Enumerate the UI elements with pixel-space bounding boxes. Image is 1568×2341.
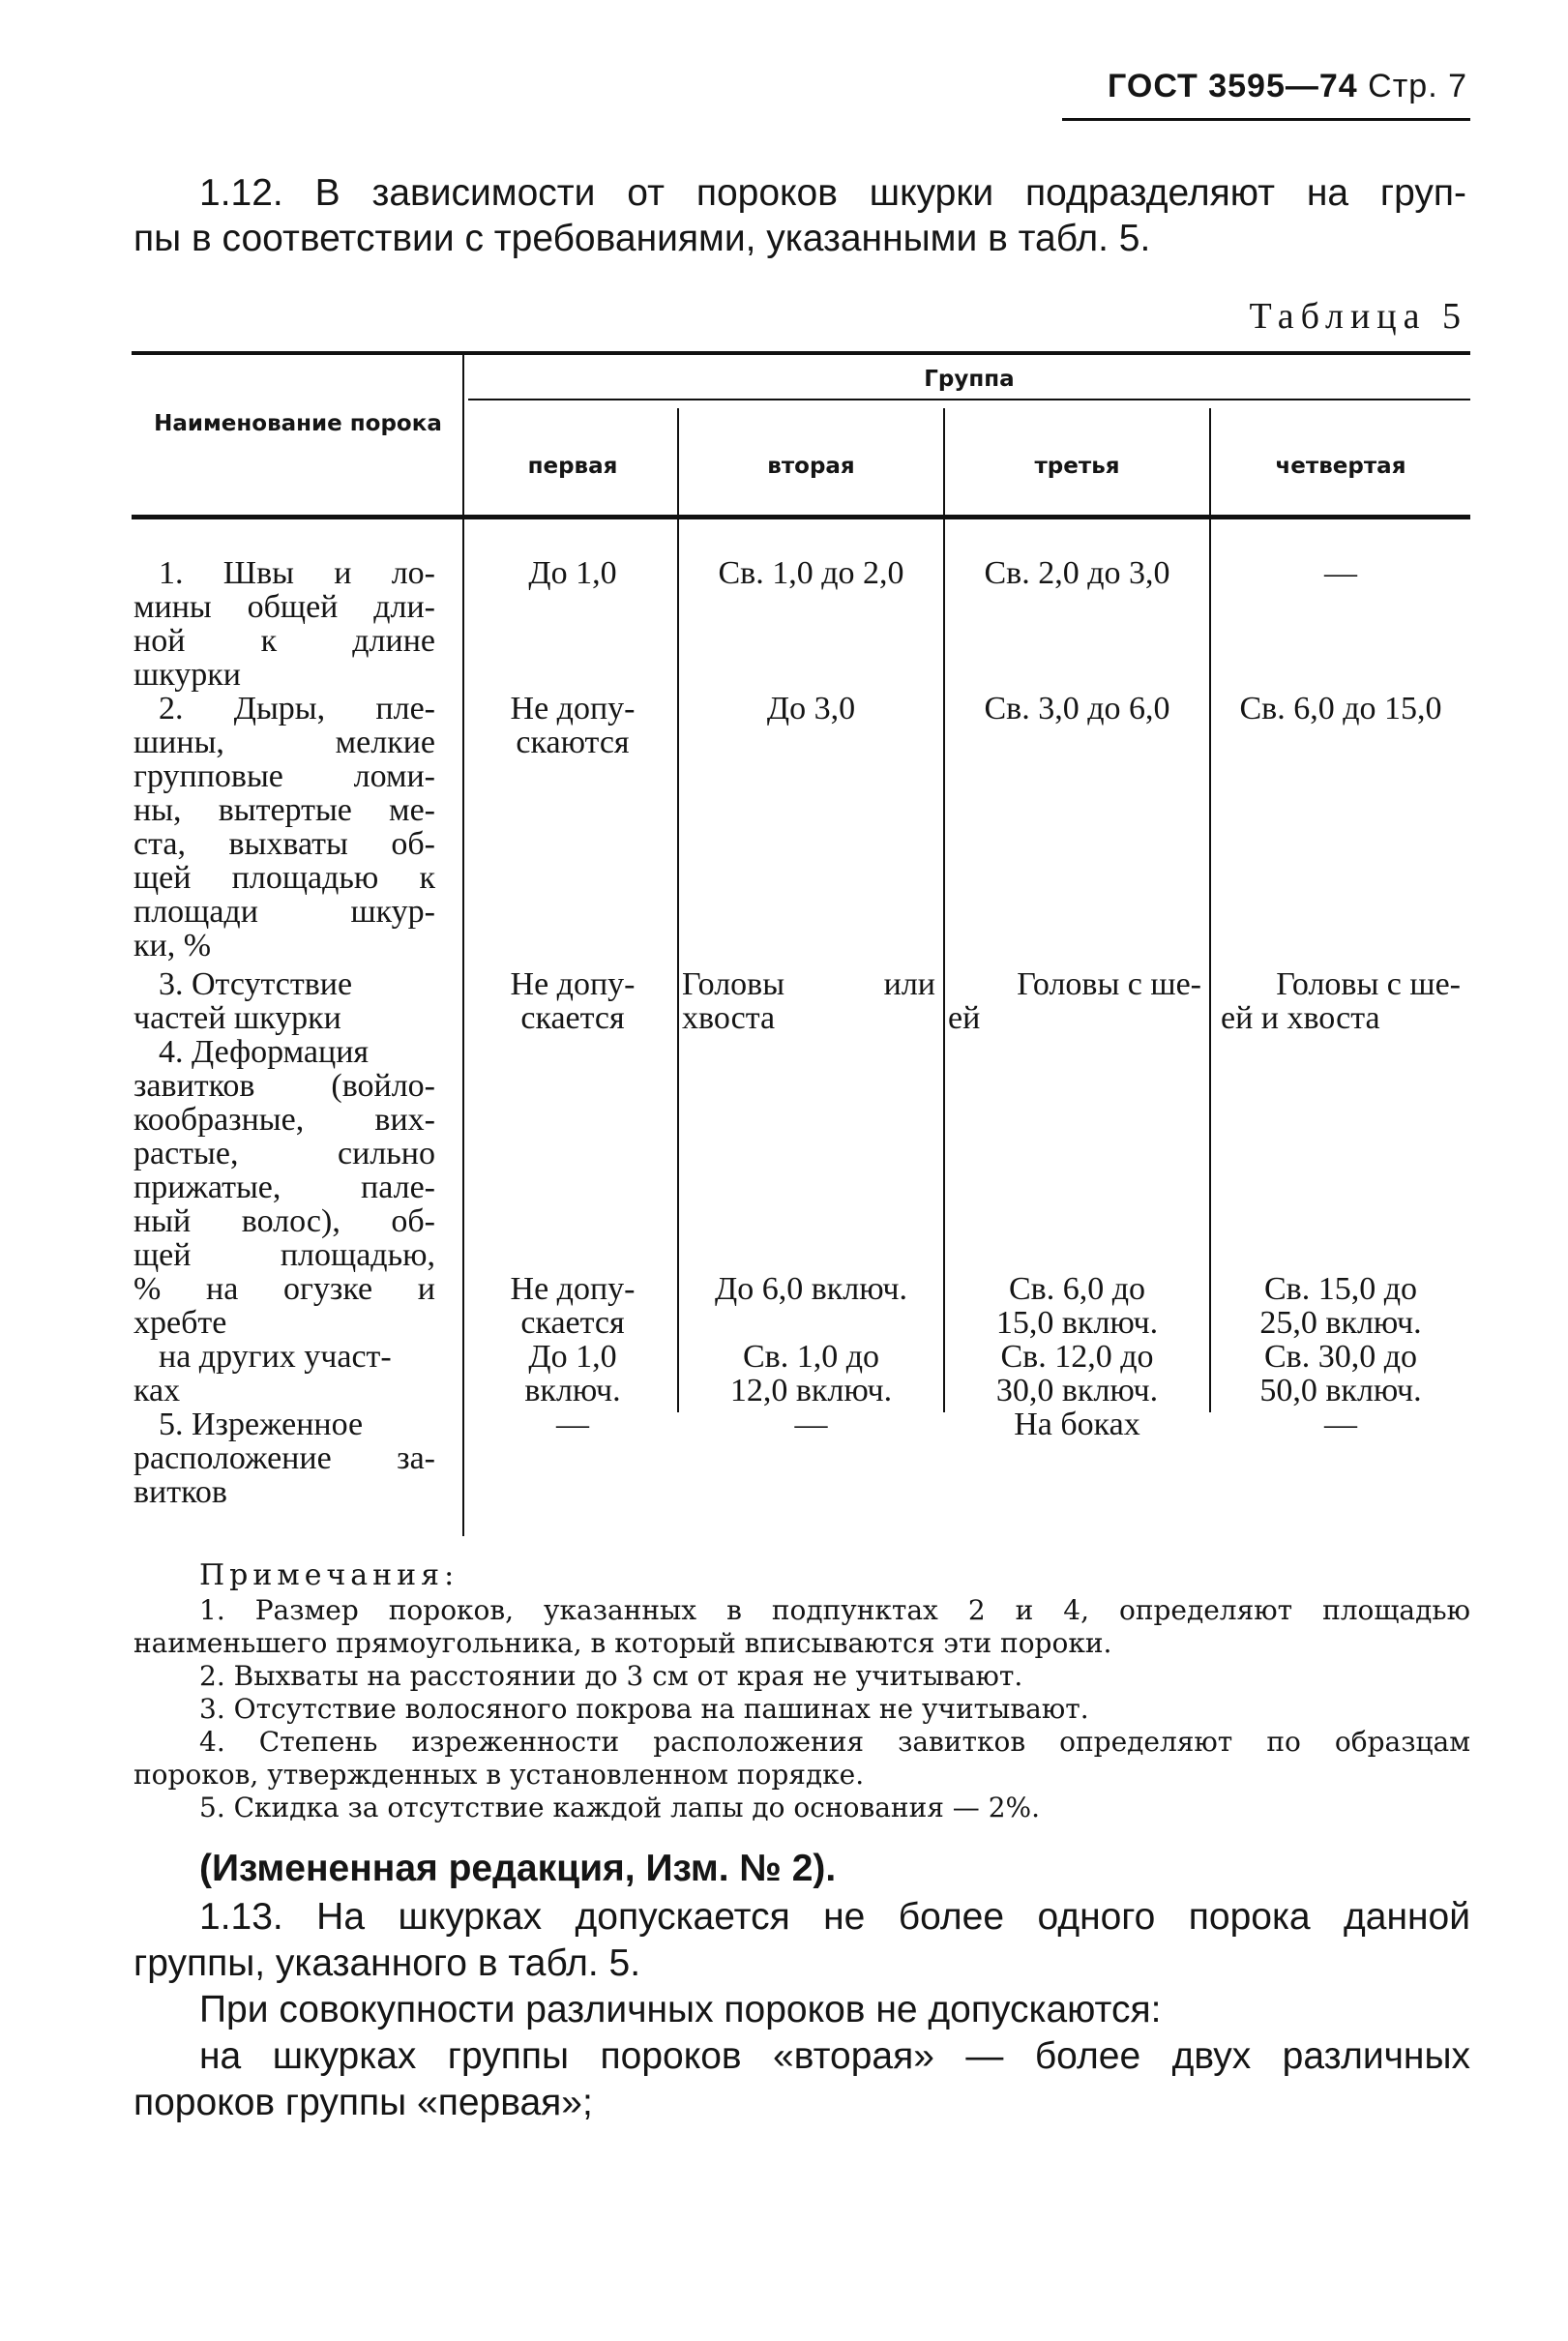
row-1-second: Св. 1,0 до 2,0 [718, 555, 904, 591]
row-4-other-first: До 1,0 включ. [524, 1339, 621, 1408]
row-3-second: Головы или хвоста [682, 966, 935, 1036]
table-row-1-name: 1. Швы и ло- мины общей дли- ной к длине шкурки [133, 555, 435, 693]
row-5-second: — [794, 1407, 828, 1442]
note-1-line-2: наименьшего прямоугольника, в который вписываются эти пороки. [133, 1627, 1112, 1659]
row-5-third: На боках [1014, 1407, 1140, 1442]
row-1-fourth: — [1324, 555, 1357, 591]
table-row-2-name: 2. Дыры, пле- шины, мелкие групповые ломи- ны, вытертые ме- ста, выхваты об- щей площадью к площади шкур- ки, % [133, 691, 435, 963]
row-1-third: Св. 2,0 до 3,0 [984, 555, 1170, 591]
table-row-5-name: 5. Изреженное расположение за- витков [133, 1407, 435, 1510]
row-4-ogu-first: Не допу- скается [510, 1271, 636, 1341]
col-header-fourth: четвертая [1275, 454, 1406, 479]
row-4-other-third: Св. 12,0 до 30,0 включ. [995, 1339, 1159, 1408]
col-header-second: вторая [767, 454, 855, 479]
table-row-3-name: 3. Отсутствие частей шкурки [133, 966, 353, 1036]
table-header-bottom-rule [132, 515, 1470, 519]
col-header-first: первая [527, 454, 618, 479]
p-second-line-2: пороков группы «первая»; [133, 2082, 593, 2123]
amended-note: (Измененная редакция, Изм. № 2). [199, 1848, 837, 1889]
row-2-second: До 3,0 [766, 691, 856, 726]
table-row-4-name: 4. Деформация завитков (войло- кообразные, вих- растые, сильно прижатые, пале- ный волос), об- щей площадью, % на огузке и хребте на других участ- ках [133, 1034, 435, 1408]
col-name-header: Наименование порока [154, 411, 442, 436]
p113-line-2: группы, указанного в табл. 5. [133, 1942, 641, 1984]
notes-title: Примечания: [199, 1558, 459, 1592]
row-4-ogu-fourth: Св. 15,0 до 25,0 включ. [1259, 1271, 1422, 1341]
note-1-line-1: 1. Размер пороков, указанных в подпунктах 2 и 4, определяют площадью [199, 1594, 1470, 1626]
table-top-rule [132, 351, 1470, 355]
row-5-first: — [556, 1407, 589, 1442]
row-5-fourth: — [1324, 1407, 1357, 1442]
row-4-ogu-third: Св. 6,0 до 15,0 включ. [995, 1271, 1159, 1341]
row-2-fourth: Св. 6,0 до 15,0 [1239, 691, 1442, 726]
row-3-fourth: Головы с ше- ей и хвоста [1221, 966, 1461, 1036]
intro-line-2: пы в соответствии с требованиями, указанными в табл. 5. [133, 218, 1151, 259]
header-rule [1062, 118, 1470, 121]
col-header-third: третья [1034, 454, 1120, 479]
intro-line-1: 1.12. В зависимости от пороков шкурки подразделяют на груп- [199, 172, 1466, 214]
note-5: 5. Скидка за отсутствие каждой лапы до основания — 2%. [199, 1792, 1041, 1823]
note-2: 2. Выхваты на расстоянии до 3 см от края не учитывают. [199, 1660, 1023, 1692]
group-header: Группа [924, 367, 1015, 392]
group-header-rule [468, 399, 1470, 400]
doc-number: ГОСТ 3595—74 [1108, 68, 1358, 104]
row-3-first: Не допу- скается [510, 966, 636, 1036]
note-4-line-1: 4. Степень изреженности расположения завитков определяют по образцам [199, 1726, 1470, 1758]
row-2-first: Не допу- скаются [510, 691, 636, 760]
p113-line-1: 1.13. На шкурках допускается не более одного порока данной [199, 1896, 1470, 1938]
row-4-other-fourth: Св. 30,0 до 50,0 включ. [1259, 1339, 1422, 1408]
table-label: Таблица 5 [1249, 296, 1467, 337]
note-3: 3. Отсутствие волосяного покрова на пашинах не учитывают. [199, 1693, 1089, 1725]
row-4-ogu-second: До 6,0 включ. [715, 1271, 907, 1307]
row-2-third: Св. 3,0 до 6,0 [984, 691, 1170, 726]
p-second-line-1: на шкурках группы пороков «вторая» — более двух различных [199, 2035, 1470, 2077]
page-header [1108, 68, 1467, 105]
row-4-other-second: Св. 1,0 до 12,0 включ. [729, 1339, 893, 1408]
row-3-third: Головы с ше- ей [948, 966, 1201, 1036]
note-4-line-2: пороков, утвержденных в установленном порядке. [133, 1759, 865, 1791]
col-divider-1 [462, 354, 464, 1536]
row-1-first: До 1,0 [528, 555, 617, 591]
p-combo: При совокупности различных пороков не допускаются: [199, 1989, 1162, 2030]
page-number: Стр. 7 [1368, 68, 1467, 104]
